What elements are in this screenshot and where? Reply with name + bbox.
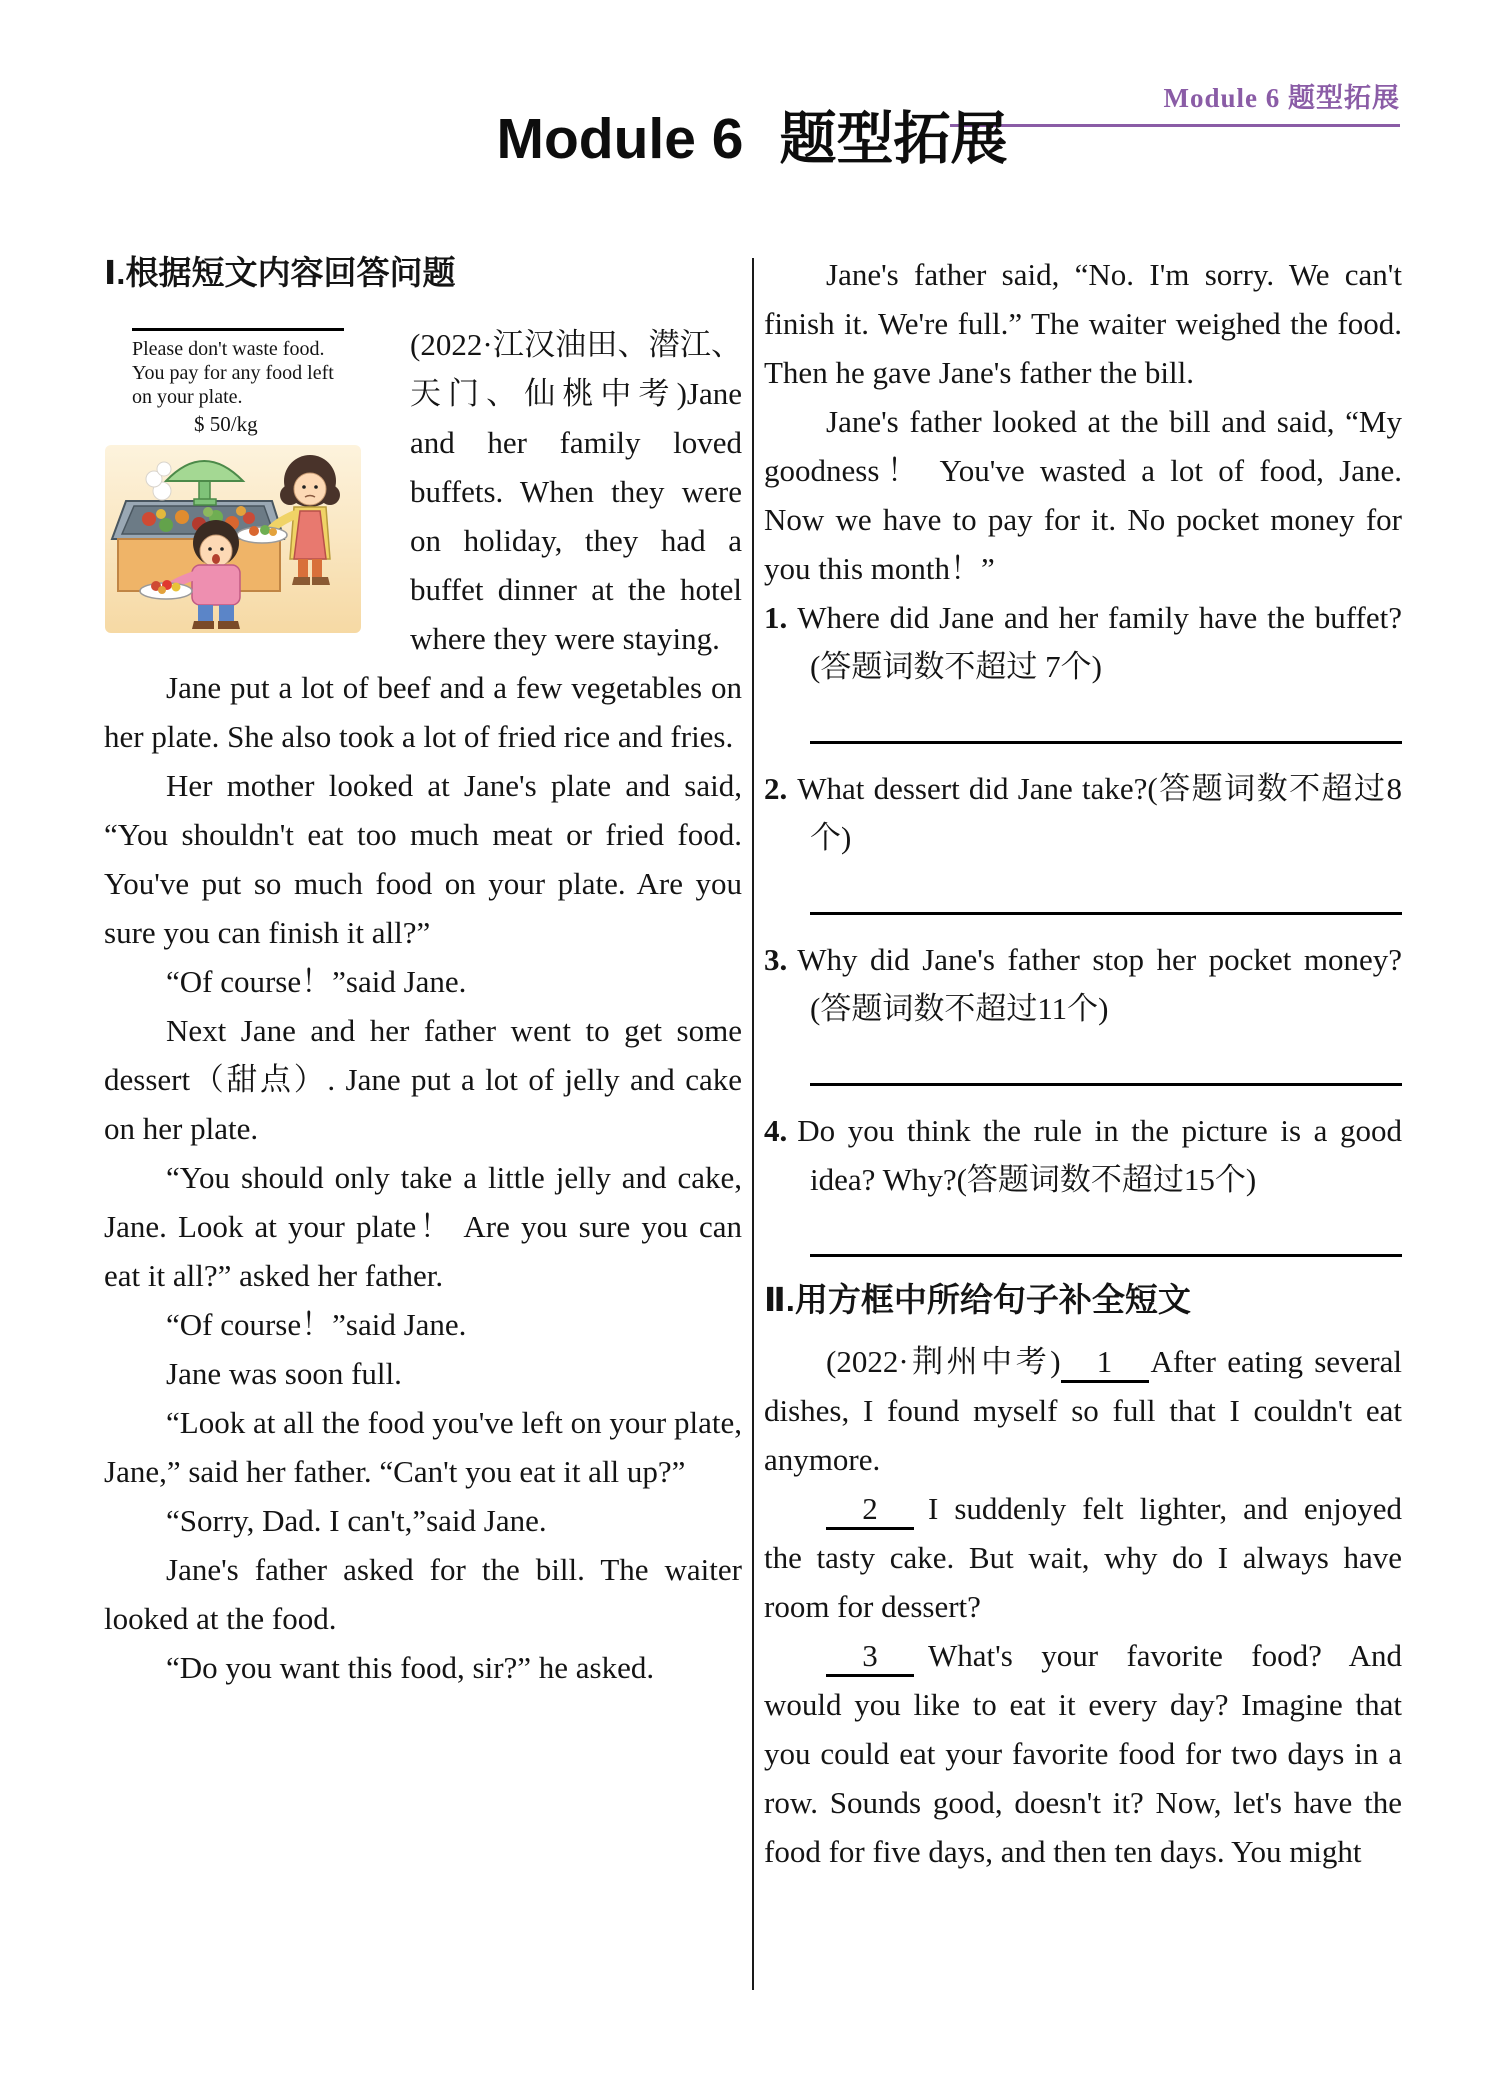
paragraph-text: After eating several dishes, I found myself so full that I couldn't eat anymore. [764, 1344, 1402, 1477]
passage-paragraph: “You should only take a little jelly and cake, Jane. Look at your plate！ Are you sure you can eat it all?” asked her father. [104, 1160, 742, 1293]
no-waste-sign [132, 328, 344, 409]
exam-attribution: (2022·江汉油田、潜江、天门、仙桃中考) [410, 327, 742, 411]
passage-paragraph: “Of course！”said Jane. [166, 964, 467, 999]
question-2 [764, 764, 1402, 862]
answer-line [810, 878, 1402, 915]
question-1 [764, 593, 1402, 691]
sign-line: Please don't waste food. [132, 338, 325, 360]
question-text: Do you think the rule in the picture is a good idea? Why?(答题词数不超过15个) [797, 1113, 1402, 1197]
exam-attribution: (2022·荆州中考) [826, 1344, 1061, 1379]
paragraph-text: Jane and her family loved buffets. When they were on holiday, they had a buffet dinner at the hotel where they were staying. [410, 376, 742, 656]
sign-line: You pay for any food left [132, 362, 334, 384]
column-divider [752, 258, 754, 1990]
page-title-cjk: 题型拓展 [779, 107, 1008, 171]
passage-paragraph: Her mother looked at Jane's plate and said, “You shouldn't eat too much meat or fried food. You've put so much food on your plate. Are you sure you can finish it all?” [104, 768, 742, 950]
passage-paragraph: Jane's father looked at the bill and said, “My goodness！ You've wasted a lot of food, Jane. Now we have to pay for it. No pocket money for you this month！” [764, 404, 1402, 586]
passage-paragraph: Jane's father said, “No. I'm sorry. We can't finish it. We're full.” The waiter weighed the food. Then he gave Jane's father the bill. [764, 257, 1402, 390]
passage-paragraph: “Of course！”said Jane. [166, 1307, 467, 1342]
numbered-blank: 1 [1061, 1344, 1149, 1383]
running-header-text: Module 6 题型拓展 [1163, 83, 1400, 113]
numbered-blank: 2 [826, 1491, 914, 1530]
passage-paragraph [764, 1631, 1402, 1876]
passage-paragraph: Jane's father asked for the bill. The waiter looked at the food. [104, 1552, 742, 1636]
price-label: $ 50/kg [194, 412, 258, 436]
sign-line: on your plate. [132, 386, 243, 408]
page-title-latin: Module 6 [496, 107, 744, 171]
question-3 [764, 935, 1402, 1033]
passage-paragraph: Jane put a lot of beef and a few vegetables on her plate. She also took a lot of fried rice and fries. [104, 670, 742, 754]
buffet-figure [104, 328, 396, 635]
question-4 [764, 1106, 1402, 1204]
page-title [0, 108, 1504, 171]
question-text: Where did Jane and her family have the buffet?(答题词数不超过 7个) [797, 600, 1402, 684]
numbered-blank: 3 [826, 1638, 914, 1677]
section1-heading: Ⅰ.根据短文内容回答问题 [104, 254, 456, 291]
question-number: 4. [764, 1113, 788, 1148]
reading-passage [104, 320, 742, 1692]
question-text: Why did Jane's father stop her pocket money?(答题词数不超过11个) [797, 942, 1402, 1026]
passage-paragraph: Jane was soon full. [166, 1356, 402, 1391]
answer-line [810, 1220, 1402, 1257]
passage-paragraph: “Look at all the food you've left on your plate, Jane,” said her father. “Can't you eat it all up?” [104, 1405, 742, 1489]
passage-paragraph: “Sorry, Dad. I can't,”said Jane. [166, 1503, 547, 1538]
passage-paragraph: “Do you want this food, sir?” he asked. [166, 1650, 655, 1685]
passage-paragraph [764, 1337, 1402, 1484]
left-column [104, 250, 742, 1692]
paragraph-text: What's your favorite food? And would you like to eat it every day? Imagine that you could eat your favorite food for two days in a row. Sounds good, doesn't it? Now, let's have the food for five days, and then ten days. You might [764, 1638, 1402, 1869]
passage-paragraph: Next Jane and her father went to get some dessert（甜点）. Jane put a lot of jelly and cake on her plate. [104, 1013, 742, 1146]
answer-line [810, 1049, 1402, 1086]
answer-line [810, 707, 1402, 744]
question-text: What dessert did Jane take?(答题词数不超过8个) [797, 771, 1402, 855]
paragraph-text: I suddenly felt lighter, and enjoyed the tasty cake. But wait, why do I always have room for dessert? [764, 1491, 1402, 1624]
right-column [764, 250, 1402, 1876]
buffet-illustration [104, 439, 362, 635]
passage-paragraph [764, 1484, 1402, 1631]
question-number: 3. [764, 942, 788, 977]
question-number: 1. [764, 600, 788, 635]
section2-heading: Ⅱ.用方框中所给句子补全短文 [764, 1281, 1191, 1318]
question-number: 2. [764, 771, 788, 806]
